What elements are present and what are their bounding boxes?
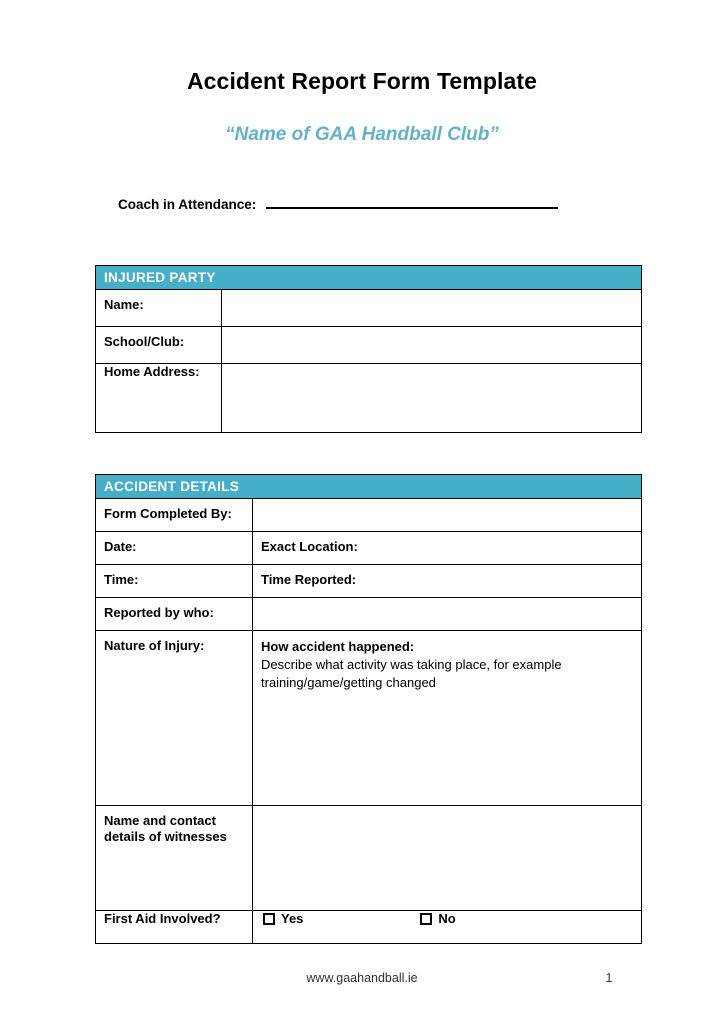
first-aid-options-cell [253,911,642,944]
row-label-time-reported: Time Reported: [253,565,642,598]
row-value-reported-by-who[interactable] [253,598,642,631]
first-aid-option-yes[interactable] [263,911,303,926]
table-row [96,631,642,806]
row-value-name[interactable] [222,290,642,327]
table-row [96,532,642,565]
table-row [96,911,642,944]
how-accident-happened-hint: Describe what activity was taking place, for example training/game/getting changed [261,656,562,690]
how-accident-happened-heading: How accident happened: [261,639,415,654]
coach-in-attendance-field [118,197,558,212]
first-aid-option-no[interactable] [420,911,455,926]
table-row [96,499,642,532]
row-label-date: Date: [96,532,253,565]
row-value-school-club[interactable] [222,327,642,364]
row-label-school-club: School/Club: [96,327,222,364]
table-row [96,565,642,598]
injured-party-section-title: INJURED PARTY [96,266,642,290]
row-value-home-address[interactable] [222,364,642,433]
row-label-time: Time: [96,565,253,598]
table-row [96,327,642,364]
footer-page-number: 1 [605,971,613,985]
row-label-name: Name: [96,290,222,327]
row-label-home-address: Home Address: [96,364,222,433]
table-section-header-row [96,266,642,290]
page-footer [0,971,724,989]
table-row [96,598,642,631]
table-section-header-row [96,475,642,499]
coach-in-attendance-input-line[interactable] [266,206,558,209]
table-row [96,364,642,433]
first-aid-option-yes-label: Yes [281,911,304,926]
page-title: Accident Report Form Template [186,68,538,94]
row-label-reported-by-who: Reported by who: [96,598,253,631]
row-label-witnesses: Name and contact details of witnesses [96,806,253,911]
accident-details-table [95,474,642,944]
row-value-how-accident-happened[interactable] [253,631,642,806]
checkbox-icon[interactable] [420,913,432,925]
first-aid-option-no-label: No [438,911,456,926]
coach-in-attendance-label: Coach in Attendance: [118,197,257,212]
injured-party-table [95,265,642,433]
table-row [96,806,642,911]
club-name-subtitle: “Name of GAA Handball Club” [225,124,499,145]
row-label-nature-of-injury: Nature of Injury: [96,631,253,806]
accident-details-section-title: ACCIDENT DETAILS [96,475,642,499]
row-value-witnesses[interactable] [253,806,642,911]
checkbox-icon[interactable] [263,913,275,925]
row-value-form-completed-by[interactable] [253,499,642,532]
row-label-exact-location: Exact Location: [253,532,642,565]
row-label-form-completed-by: Form Completed By: [96,499,253,532]
table-row [96,290,642,327]
footer-website-url: www.gaahandball.ie [306,971,418,985]
row-label-first-aid-involved: First Aid Involved? [96,911,253,944]
